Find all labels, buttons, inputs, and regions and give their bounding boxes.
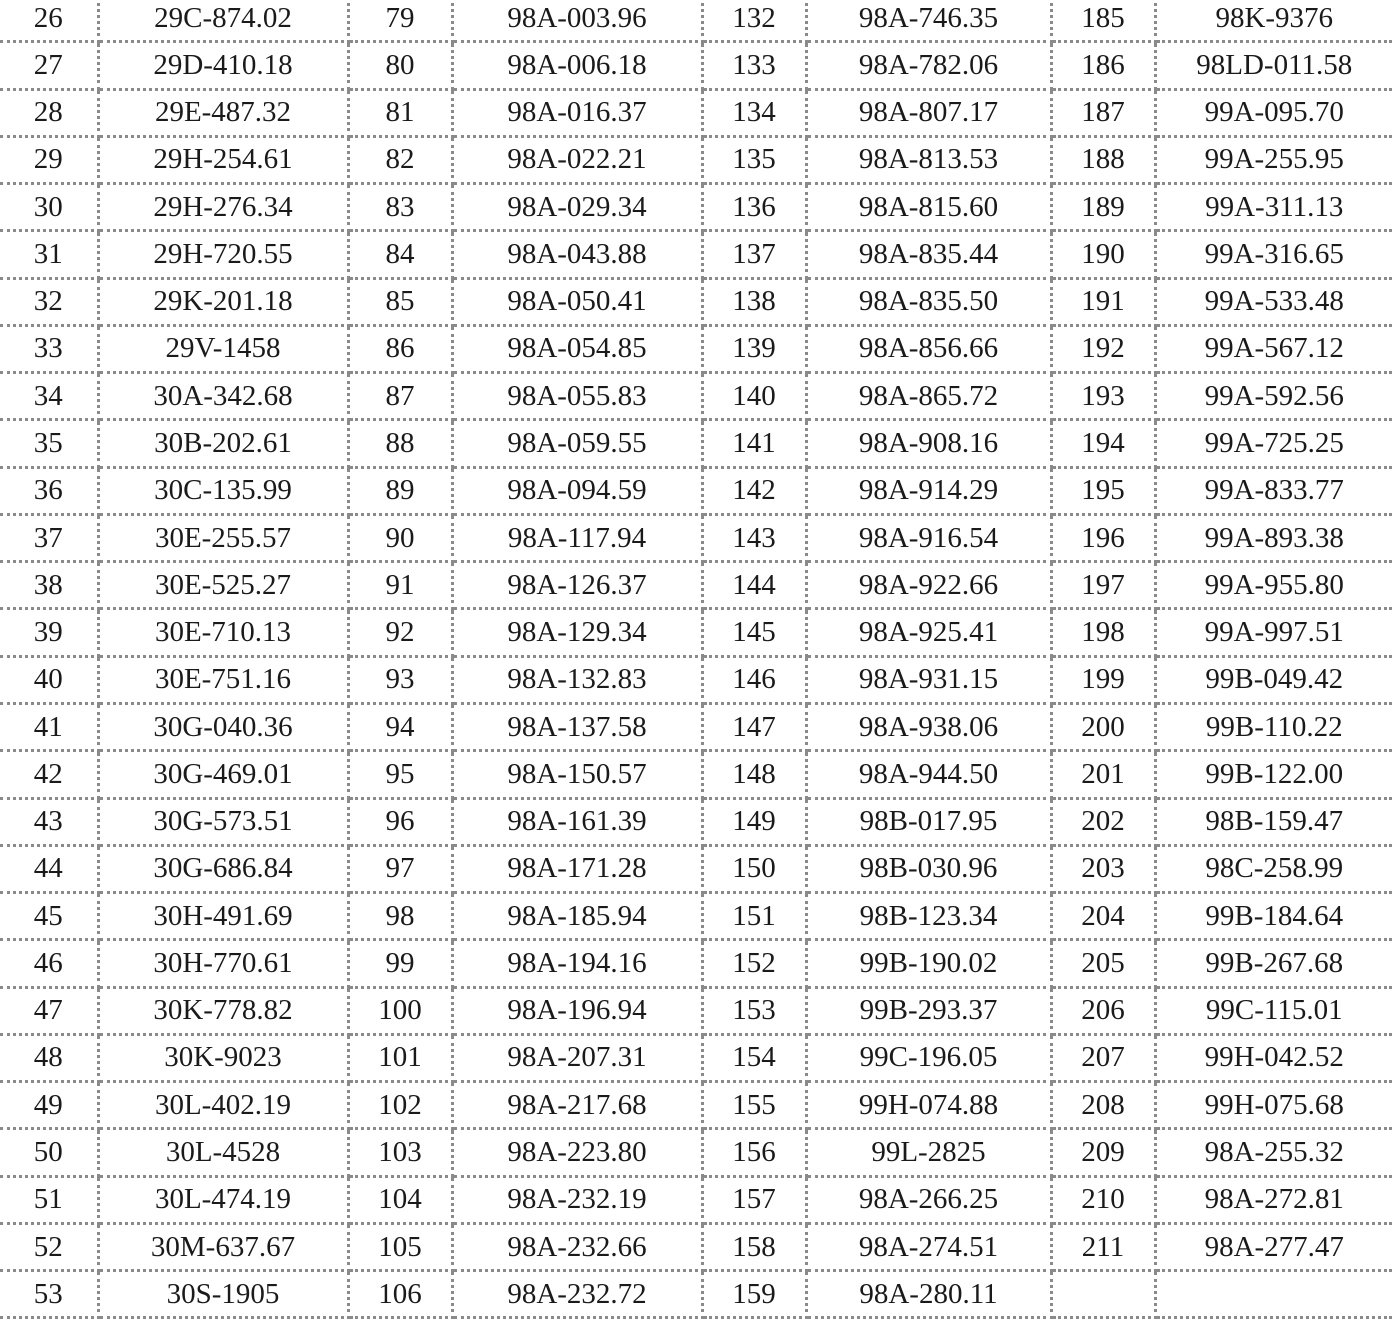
row-number-cell: 159 xyxy=(702,1271,806,1318)
table-row xyxy=(0,845,1392,892)
table-row xyxy=(0,325,1392,372)
plate-number-cell: 30L-402.19 xyxy=(98,1082,348,1129)
row-number-cell: 153 xyxy=(702,987,806,1034)
plate-number-cell: 98A-043.88 xyxy=(452,231,702,278)
plate-number-cell: 99B-293.37 xyxy=(806,987,1051,1034)
row-number-cell: 100 xyxy=(348,987,452,1034)
plate-number-cell: 98A-931.15 xyxy=(806,656,1051,703)
row-number-cell: 140 xyxy=(702,373,806,420)
plate-number-cell: 98A-255.32 xyxy=(1155,1129,1392,1176)
plate-number-cell: 98A-232.19 xyxy=(452,1176,702,1223)
plate-number-cell: 99H-042.52 xyxy=(1155,1034,1392,1081)
row-number-cell: 133 xyxy=(702,42,806,89)
plate-number-cell: 98A-277.47 xyxy=(1155,1223,1392,1270)
plate-number-cell: 98A-055.83 xyxy=(452,373,702,420)
table-row xyxy=(0,1176,1392,1223)
row-number-cell: 87 xyxy=(348,373,452,420)
row-number-cell: 154 xyxy=(702,1034,806,1081)
plate-number-cell: 98A-029.34 xyxy=(452,184,702,231)
plate-number-cell: 99B-122.00 xyxy=(1155,751,1392,798)
row-number-cell: 200 xyxy=(1051,703,1155,750)
plate-number-cell: 98A-865.72 xyxy=(806,373,1051,420)
plate-number-cell: 98A-815.60 xyxy=(806,184,1051,231)
plate-number-cell: 99A-255.95 xyxy=(1155,136,1392,183)
plate-number-cell: 98A-022.21 xyxy=(452,136,702,183)
row-number-cell: 186 xyxy=(1051,42,1155,89)
row-number-cell: 35 xyxy=(0,420,98,467)
plate-number-cell: 99A-893.38 xyxy=(1155,514,1392,561)
row-number-cell: 189 xyxy=(1051,184,1155,231)
plate-number-cell: 99A-095.70 xyxy=(1155,89,1392,136)
plate-number-cell: 98A-161.39 xyxy=(452,798,702,845)
row-number-cell: 40 xyxy=(0,656,98,703)
row-number-cell: 198 xyxy=(1051,609,1155,656)
row-number-cell: 49 xyxy=(0,1082,98,1129)
plate-number-cell: 30K-778.82 xyxy=(98,987,348,1034)
plate-number-cell: 98A-016.37 xyxy=(452,89,702,136)
plate-number-cell: 98A-054.85 xyxy=(452,325,702,372)
plate-number-cell: 98A-094.59 xyxy=(452,467,702,514)
table-row xyxy=(0,703,1392,750)
row-number-cell: 27 xyxy=(0,42,98,89)
plate-number-cell: 29H-720.55 xyxy=(98,231,348,278)
row-number-cell: 43 xyxy=(0,798,98,845)
plate-number-cell: 99A-316.65 xyxy=(1155,231,1392,278)
plate-number-cell: 98B-123.34 xyxy=(806,893,1051,940)
row-number-cell: 151 xyxy=(702,893,806,940)
row-number-cell: 190 xyxy=(1051,231,1155,278)
row-number-cell: 134 xyxy=(702,89,806,136)
plate-number-cell: 98A-908.16 xyxy=(806,420,1051,467)
row-number-cell: 32 xyxy=(0,278,98,325)
plate-number-cell: 99B-184.64 xyxy=(1155,893,1392,940)
plate-number-cell: 99H-075.68 xyxy=(1155,1082,1392,1129)
plate-number-cell: 30G-573.51 xyxy=(98,798,348,845)
row-number-cell: 138 xyxy=(702,278,806,325)
plate-number-cell: 30B-202.61 xyxy=(98,420,348,467)
plate-number-cell: 99A-533.48 xyxy=(1155,278,1392,325)
table-row xyxy=(0,89,1392,136)
row-number-cell: 51 xyxy=(0,1176,98,1223)
row-number-cell: 191 xyxy=(1051,278,1155,325)
table-row xyxy=(0,420,1392,467)
row-number-cell: 210 xyxy=(1051,1176,1155,1223)
row-number-cell: 46 xyxy=(0,940,98,987)
plate-number-cell: 99L-2825 xyxy=(806,1129,1051,1176)
row-number-cell: 36 xyxy=(0,467,98,514)
plate-number-cell: 30H-770.61 xyxy=(98,940,348,987)
table-row xyxy=(0,136,1392,183)
row-number-cell: 146 xyxy=(702,656,806,703)
row-number-cell: 152 xyxy=(702,940,806,987)
plate-number-cell: 98B-159.47 xyxy=(1155,798,1392,845)
plate-number-cell: 98A-944.50 xyxy=(806,751,1051,798)
row-number-cell: 37 xyxy=(0,514,98,561)
row-number-cell: 132 xyxy=(702,0,806,42)
plate-number-cell: 98A-223.80 xyxy=(452,1129,702,1176)
row-number-cell: 92 xyxy=(348,609,452,656)
row-number-cell: 98 xyxy=(348,893,452,940)
plate-number-cell: 99A-567.12 xyxy=(1155,325,1392,372)
plate-number-cell: 99A-592.56 xyxy=(1155,373,1392,420)
plate-number-cell: 98A-232.66 xyxy=(452,1223,702,1270)
row-number-cell: 102 xyxy=(348,1082,452,1129)
row-number-cell: 145 xyxy=(702,609,806,656)
row-number-cell: 135 xyxy=(702,136,806,183)
plate-number-cell: 98A-132.83 xyxy=(452,656,702,703)
plate-number-cell: 29D-410.18 xyxy=(98,42,348,89)
row-number-cell: 147 xyxy=(702,703,806,750)
table-row xyxy=(0,373,1392,420)
table-row xyxy=(0,562,1392,609)
plate-number-cell: 98A-003.96 xyxy=(452,0,702,42)
plate-number-cell: 30G-469.01 xyxy=(98,751,348,798)
row-number-cell: 141 xyxy=(702,420,806,467)
table-row xyxy=(0,1034,1392,1081)
row-number-cell: 106 xyxy=(348,1271,452,1318)
plate-number-cell: 30L-4528 xyxy=(98,1129,348,1176)
plate-number-cell: 98A-835.50 xyxy=(806,278,1051,325)
row-number-cell: 201 xyxy=(1051,751,1155,798)
plate-number-cell: 99C-196.05 xyxy=(806,1034,1051,1081)
row-number-cell: 101 xyxy=(348,1034,452,1081)
plate-number-cell: 98A-938.06 xyxy=(806,703,1051,750)
row-number-cell: 26 xyxy=(0,0,98,42)
row-number-cell: 93 xyxy=(348,656,452,703)
row-number-cell: 86 xyxy=(348,325,452,372)
plate-number-cell: 98A-914.29 xyxy=(806,467,1051,514)
plate-number-cell: 98A-272.81 xyxy=(1155,1176,1392,1223)
row-number-cell: 211 xyxy=(1051,1223,1155,1270)
table-row xyxy=(0,609,1392,656)
plate-number-cell: 30C-135.99 xyxy=(98,467,348,514)
row-number-cell: 81 xyxy=(348,89,452,136)
plate-number-cell: 98A-856.66 xyxy=(806,325,1051,372)
plate-number-cell: 99A-725.25 xyxy=(1155,420,1392,467)
plate-number-cell: 98A-280.11 xyxy=(806,1271,1051,1318)
row-number-cell: 185 xyxy=(1051,0,1155,42)
row-number-cell: 80 xyxy=(348,42,452,89)
row-number-cell: 84 xyxy=(348,231,452,278)
row-number-cell: 187 xyxy=(1051,89,1155,136)
plate-number-cell: 98A-916.54 xyxy=(806,514,1051,561)
plate-number-cell: 98A-150.57 xyxy=(452,751,702,798)
table-row xyxy=(0,467,1392,514)
plate-number-cell: 30M-637.67 xyxy=(98,1223,348,1270)
row-number-cell: 79 xyxy=(348,0,452,42)
plate-number-cell: 30L-474.19 xyxy=(98,1176,348,1223)
row-number-cell: 104 xyxy=(348,1176,452,1223)
row-number-cell: 94 xyxy=(348,703,452,750)
plate-number-cell: 99A-997.51 xyxy=(1155,609,1392,656)
plate-number-cell: 30E-255.57 xyxy=(98,514,348,561)
plate-number-cell xyxy=(1155,1271,1392,1318)
table-row xyxy=(0,1129,1392,1176)
row-number-cell: 205 xyxy=(1051,940,1155,987)
table-row xyxy=(0,231,1392,278)
plate-number-cell: 98A-807.17 xyxy=(806,89,1051,136)
row-number-cell: 82 xyxy=(348,136,452,183)
table-row xyxy=(0,656,1392,703)
row-number-cell: 156 xyxy=(702,1129,806,1176)
table-row xyxy=(0,278,1392,325)
row-number-cell: 90 xyxy=(348,514,452,561)
plate-number-cell: 98A-266.25 xyxy=(806,1176,1051,1223)
table-row xyxy=(0,514,1392,561)
plate-number-cell: 30A-342.68 xyxy=(98,373,348,420)
plate-number-cell: 30S-1905 xyxy=(98,1271,348,1318)
row-number-cell: 194 xyxy=(1051,420,1155,467)
row-number-cell: 53 xyxy=(0,1271,98,1318)
row-number-cell: 137 xyxy=(702,231,806,278)
plate-number-cell: 30G-686.84 xyxy=(98,845,348,892)
row-number-cell: 195 xyxy=(1051,467,1155,514)
row-number-cell: 188 xyxy=(1051,136,1155,183)
plate-number-cell: 98A-129.34 xyxy=(452,609,702,656)
row-number-cell: 30 xyxy=(0,184,98,231)
row-number-cell: 96 xyxy=(348,798,452,845)
row-number-cell: 207 xyxy=(1051,1034,1155,1081)
plate-number-cell: 98A-185.94 xyxy=(452,893,702,940)
row-number-cell: 192 xyxy=(1051,325,1155,372)
row-number-cell: 199 xyxy=(1051,656,1155,703)
plate-number-cell: 29E-487.32 xyxy=(98,89,348,136)
row-number-cell: 143 xyxy=(702,514,806,561)
row-number-cell: 158 xyxy=(702,1223,806,1270)
plate-number-cell: 98A-171.28 xyxy=(452,845,702,892)
plate-number-cell: 99B-190.02 xyxy=(806,940,1051,987)
plate-number-cell: 98B-017.95 xyxy=(806,798,1051,845)
plate-number-cell: 29H-254.61 xyxy=(98,136,348,183)
plate-number-cell: 99A-833.77 xyxy=(1155,467,1392,514)
plate-number-cell: 29H-276.34 xyxy=(98,184,348,231)
table-row xyxy=(0,940,1392,987)
row-number-cell: 48 xyxy=(0,1034,98,1081)
plate-number-cell: 98A-006.18 xyxy=(452,42,702,89)
row-number-cell: 148 xyxy=(702,751,806,798)
table-row xyxy=(0,42,1392,89)
row-number-cell: 95 xyxy=(348,751,452,798)
plate-number-cell: 98A-782.06 xyxy=(806,42,1051,89)
table-row xyxy=(0,1271,1392,1318)
row-number-cell: 31 xyxy=(0,231,98,278)
plate-number-cell: 98A-274.51 xyxy=(806,1223,1051,1270)
row-number-cell: 203 xyxy=(1051,845,1155,892)
plate-number-cell: 99A-955.80 xyxy=(1155,562,1392,609)
plate-number-cell: 30H-491.69 xyxy=(98,893,348,940)
row-number-cell: 209 xyxy=(1051,1129,1155,1176)
row-number-cell: 150 xyxy=(702,845,806,892)
row-number-cell: 50 xyxy=(0,1129,98,1176)
row-number-cell: 91 xyxy=(348,562,452,609)
row-number-cell: 52 xyxy=(0,1223,98,1270)
plate-number-cell: 98A-059.55 xyxy=(452,420,702,467)
plate-number-cell: 98A-207.31 xyxy=(452,1034,702,1081)
plate-number-cell: 98A-217.68 xyxy=(452,1082,702,1129)
plate-number-cell: 29K-201.18 xyxy=(98,278,348,325)
table-row xyxy=(0,1082,1392,1129)
row-number-cell: 196 xyxy=(1051,514,1155,561)
row-number-cell: 34 xyxy=(0,373,98,420)
row-number-cell: 85 xyxy=(348,278,452,325)
row-number-cell: 142 xyxy=(702,467,806,514)
row-number-cell: 206 xyxy=(1051,987,1155,1034)
table-row xyxy=(0,893,1392,940)
row-number-cell: 47 xyxy=(0,987,98,1034)
plate-number-cell: 29V-1458 xyxy=(98,325,348,372)
plate-number-cell: 98A-925.41 xyxy=(806,609,1051,656)
plate-number-cell: 99H-074.88 xyxy=(806,1082,1051,1129)
table-row xyxy=(0,184,1392,231)
plate-number-cell: 98A-196.94 xyxy=(452,987,702,1034)
plate-number-cell: 98A-137.58 xyxy=(452,703,702,750)
table-row xyxy=(0,0,1392,42)
plate-number-cell: 99A-311.13 xyxy=(1155,184,1392,231)
row-number-cell: 202 xyxy=(1051,798,1155,845)
row-number-cell: 197 xyxy=(1051,562,1155,609)
row-number-cell: 38 xyxy=(0,562,98,609)
plate-number-cell: 98LD-011.58 xyxy=(1155,42,1392,89)
row-number-cell: 89 xyxy=(348,467,452,514)
plate-number-cell: 98A-746.35 xyxy=(806,0,1051,42)
plate-number-cell: 99B-267.68 xyxy=(1155,940,1392,987)
plate-number-cell: 98K-9376 xyxy=(1155,0,1392,42)
plate-number-cell: 98A-050.41 xyxy=(452,278,702,325)
plate-number-cell: 30G-040.36 xyxy=(98,703,348,750)
plate-number-cell: 98C-258.99 xyxy=(1155,845,1392,892)
row-number-cell: 208 xyxy=(1051,1082,1155,1129)
row-number-cell: 83 xyxy=(348,184,452,231)
row-number-cell: 149 xyxy=(702,798,806,845)
row-number-cell: 136 xyxy=(702,184,806,231)
plate-number-cell: 98A-232.72 xyxy=(452,1271,702,1318)
plate-number-cell: 30K-9023 xyxy=(98,1034,348,1081)
row-number-cell: 204 xyxy=(1051,893,1155,940)
row-number-cell: 28 xyxy=(0,89,98,136)
plate-number-cell: 98A-922.66 xyxy=(806,562,1051,609)
row-number-cell xyxy=(1051,1271,1155,1318)
plate-number-cell: 98A-835.44 xyxy=(806,231,1051,278)
row-number-cell: 144 xyxy=(702,562,806,609)
plate-number-cell: 98A-126.37 xyxy=(452,562,702,609)
plate-number-cell: 99C-115.01 xyxy=(1155,987,1392,1034)
table-row xyxy=(0,1223,1392,1270)
plate-number-cell: 29C-874.02 xyxy=(98,0,348,42)
table-row xyxy=(0,751,1392,798)
plate-number-cell: 30E-751.16 xyxy=(98,656,348,703)
plate-number-cell: 99B-110.22 xyxy=(1155,703,1392,750)
row-number-cell: 39 xyxy=(0,609,98,656)
plate-number-cell: 98A-117.94 xyxy=(452,514,702,561)
row-number-cell: 29 xyxy=(0,136,98,183)
plate-number-cell: 30E-710.13 xyxy=(98,609,348,656)
row-number-cell: 193 xyxy=(1051,373,1155,420)
row-number-cell: 155 xyxy=(702,1082,806,1129)
plate-number-cell: 99B-049.42 xyxy=(1155,656,1392,703)
row-number-cell: 103 xyxy=(348,1129,452,1176)
row-number-cell: 97 xyxy=(348,845,452,892)
row-number-cell: 44 xyxy=(0,845,98,892)
plate-number-cell: 98B-030.96 xyxy=(806,845,1051,892)
table-row xyxy=(0,798,1392,845)
plate-number-cell: 98A-194.16 xyxy=(452,940,702,987)
row-number-cell: 157 xyxy=(702,1176,806,1223)
row-number-cell: 139 xyxy=(702,325,806,372)
row-number-cell: 99 xyxy=(348,940,452,987)
row-number-cell: 45 xyxy=(0,893,98,940)
row-number-cell: 41 xyxy=(0,703,98,750)
row-number-cell: 42 xyxy=(0,751,98,798)
plate-number-cell: 98A-813.53 xyxy=(806,136,1051,183)
row-number-cell: 105 xyxy=(348,1223,452,1270)
row-number-cell: 33 xyxy=(0,325,98,372)
row-number-cell: 88 xyxy=(348,420,452,467)
table-row xyxy=(0,987,1392,1034)
plate-number-cell: 30E-525.27 xyxy=(98,562,348,609)
